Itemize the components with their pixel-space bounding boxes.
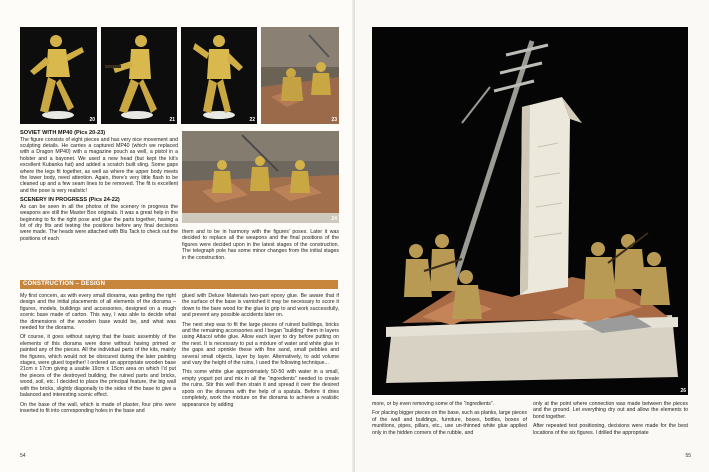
- right-bottom-column-1: [372, 401, 527, 439]
- photo-scenery-progress-large: [182, 131, 339, 223]
- paragraph: The next step was to fit the large pieces of ruined buildings, bricks and the remaining accessories and I began “building” them in layers using Atlacol white glue. Allow each layer to dry before putting on the next. It is necessary to put a mixture of water and white glue in the gaps and sprinkle these with fine sand, small pebbles and several small objects, layer by layer. Alternatively, to add volume and vary the height of the ruins, I used the following technique...: [182, 321, 339, 367]
- figure-photo-art: [20, 27, 97, 124]
- paragraph: more, or by even removing some of the “ingredients”.: [372, 401, 494, 407]
- photo-number: 20: [89, 117, 95, 123]
- paragraph: Of course, it goes without saying that the basic assembly of the elements of this diorama were done without having primed or painted any of the pieces. All the individual parts of the kits, mainly the figures, which would not be obscured during the later painting stages, were glued together! I ordered an appropriate wooden base 21cm x 17cm giving a usable 19cm x 15cm area on which I’d put the pieces of the destroyed building, the ruined parts and bricks, wood, soil, etc. I decided to place the principal feature, the big wall with the bricks, slightly diagonally to the sides of the base to give a balanced and interesting scenic effect.: [20, 334, 176, 399]
- photo-diorama-main: [372, 27, 688, 395]
- scenery-photo-art: [182, 131, 339, 223]
- figure-photo-art: [181, 27, 257, 124]
- paragraph: As can be seen in all the photos of the scenery in progress the weapons are still the Master Box originals. It was a great help in the beginning to fix the right pose and glue the parts together, having a lot of dry fits and testing the positions before any final decisions were made. The heads were attached with Blu Tack to check out the positions of each: [20, 203, 178, 242]
- left-bottom-column-2: [182, 293, 339, 411]
- photo-figure-back: [181, 27, 257, 124]
- photo-number: 22: [249, 117, 255, 123]
- paragraph: only at the point where connection was made between the pieces and the ground. Let everything dry out and allow the elements to bond together.: [533, 401, 688, 420]
- right-bottom-column-2: [533, 401, 688, 439]
- photo-number: 24: [331, 216, 337, 222]
- figure-photo-art: [101, 27, 177, 124]
- right-page: [355, 0, 709, 472]
- paragraph: After repeated test positioning, decisions were made for the best locations of the six figures. I drilled the appropriate: [533, 423, 688, 436]
- left-bottom-column-1: [20, 293, 176, 417]
- page-number-right: 55: [685, 453, 691, 459]
- left-page: [0, 0, 354, 472]
- diorama-photo-art: [372, 27, 688, 395]
- section-heading-construction-design: CONSTRUCTION – DESIGN: [20, 280, 338, 289]
- scenery-photo-art: [261, 27, 339, 124]
- paragraph: My first concern, as with every small diorama, was getting the right design and the initial placements of all elements of the diorama – figures, models, buildings and accessories, designed on a rough scenic base made of carton. This way, I was able to decide what the dimensions of the wooden base would be, and what was needed for the diorama.: [20, 293, 176, 332]
- paragraph: On the base of the wall, which is made of plaster, four pins were inserted to fit into corresponding holes in the base and: [20, 401, 176, 414]
- heading-scenery-progress: SCENERY IN PROGRESS (Pics 24-22): [20, 197, 120, 204]
- scenery-continued: [182, 229, 339, 264]
- photo-number: 23: [331, 117, 337, 123]
- paragraph: For placing bigger pieces on the base, such as planks, large pieces of the wall and buildings, furniture, boxes, bottles, boxes of munitions, pipes, pillars, etc., use un-thinned white glue applied only in the hidden corners of the rubble, and: [372, 410, 527, 436]
- soviet-section: [20, 130, 178, 245]
- photo-number: 26: [680, 388, 686, 394]
- paragraph: glued with Deluxe Materials two-part epoxy glue. Be aware that if the surface of the base is varnished it may be necessary to score it down to the bare wood for the glue to grip to and work successfully, and prevent any possible accidents later on.: [182, 293, 339, 319]
- paragraph: This some white glue approximately 50-50 with water in a small, empty yogurt pot and mix in all the “ingredients” needed to create the ruins. Stir this well then strain it and spread it over the desired spots on the diorama with the help of a spatula. Before it dries completely, work the mixture on the diorama to achieve a realistic appearance by adding: [182, 369, 339, 408]
- paragraph: The figure consists of eight pieces and has very nice movement and sculpting details. He carries a captured MP40 (which we replaced with a Dragon MP40) with a magazine pouch as well, a pistol in a holster and a bayonet. We used a new head (but kept the kit’s excellent Kubanka hat) and added a scratch built sling. Some gaps where the legs fit together, as well as where the upper body meets the lower body, need attention. Again, there’s very little flash to be cleaned up and a few seam lines to be removed. The fit is excellent and the pose is very realistic!: [20, 136, 178, 194]
- page-number-left: 54: [20, 453, 26, 459]
- photo-scenery-progress-top: [261, 27, 339, 124]
- photo-number: 21: [169, 117, 175, 123]
- photo-figure-front: [20, 27, 97, 124]
- photo-figure-side: [101, 27, 177, 124]
- paragraph: them and to be in harmony with the figures’ poses. Later it was decided to replace all the weapons and the final positions of the figures were decided upon in the latest stages of the construction. The telegraph pole has some minor changes from the initial stages in the construction.: [182, 229, 339, 261]
- heading-soviet-mp40: SOVIET WITH MP40 (Pics 20-23): [20, 130, 106, 136]
